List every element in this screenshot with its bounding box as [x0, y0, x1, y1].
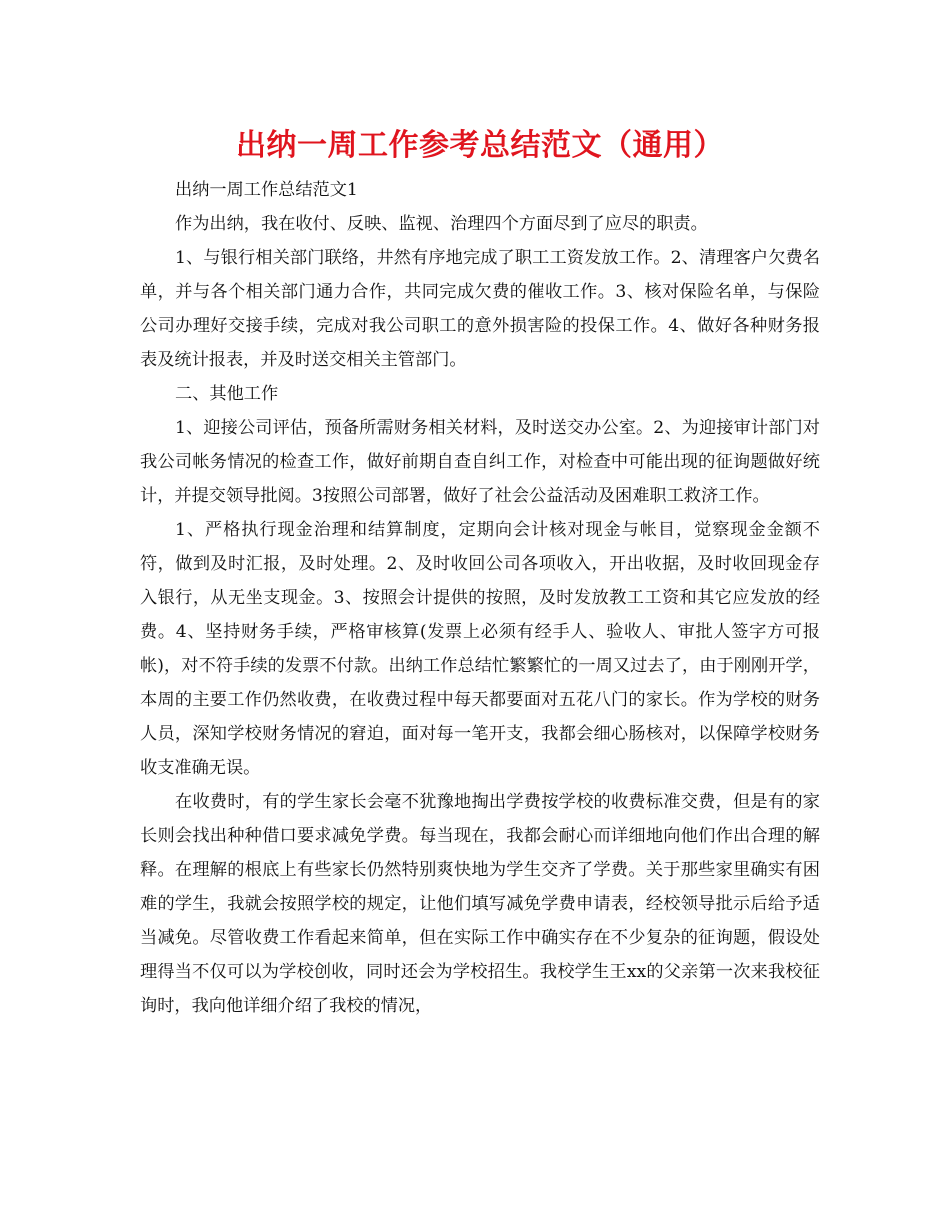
paragraph-fee-collection: 在收费时，有的学生家长会毫不犹豫地掏出学费按学校的收费标准交费，但是有的家长则会找出种种借口要求减免学费。每当现在，我都会耐心而详细地向他们作出合理的解释。在理解的根底上有些家长仍然特别爽快地为学生交齐了学费。关于那些家里确实有困难的学生，我就会按照学校的规定，让他们填写减免学费申请表，经校领导批示后给予适当减免。尽管收费工作看起来简单，但在实际工作中确实存在不少复杂的征询题，假设处理得当不仅可以为学校创收，同时还会为学校招生。我校学生王xx的父亲第一次来我校征询时，我向他详细介绍了我校的情况， — [140, 792, 820, 1016]
document-title: 出纳一周工作参考总结范文（通用） — [236, 128, 724, 163]
paragraph-cash-management: 1、严格执行现金治理和结算制度，定期向会计核对现金与帐目，觉察现金金额不符，做到及时汇报，及时处理。2、及时收回公司各项收入，开出收据，及时收回现金存入银行，从无坐支现金。3、按照会计提供的按照，及时发放教工工资和其它应发放的经费。4、坚持财务手续，严格审核算(发票上必须有经手人、验收人、审批人签字方可报帐)，对不符手续的发票不付款。出纳工作总结忙繁繁忙的一周又过去了，由于刚刚开学，本周的主要工作仍然收费，在收费过程中每天都要面对五花八门的家长。作为学校的财务人员，深知学校财务情况的窘迫，面对每一笔开支，我都会细心肠核对，以保障学校财务收支准确无误。 — [140, 520, 820, 778]
paragraph-subtitle: 出纳一周工作总结范文1 — [175, 180, 358, 200]
document-page — [140, 122, 820, 1023]
paragraph-other-work: 1、迎接公司评估，预备所需财务相关材料，及时送交办公室。2、为迎接审计部门对我公司帐务情况的检查工作，做好前期自查自纠工作，对检查中可能出现的征询题做好统计，并提交领导批阅。3按照公司部署，做好了社会公益活动及困难职工救济工作。 — [140, 418, 820, 506]
section-heading-other-work: 二、其他工作 — [175, 384, 279, 404]
paragraph-duties: 1、与银行相关部门联络，井然有序地完成了职工工资发放工作。2、清理客户欠费名单，并与各个相关部门通力合作，共同完成欠费的催收工作。3、核对保险名单，与保险公司办理好交接手续，完成对我公司职工的意外损害险的投保工作。4、做好各种财务报表及统计报表，并及时送交相关主管部门。 — [140, 248, 820, 370]
paragraph-intro: 作为出纳，我在收付、反映、监视、治理四个方面尽到了应尽的职责。 — [175, 214, 708, 234]
